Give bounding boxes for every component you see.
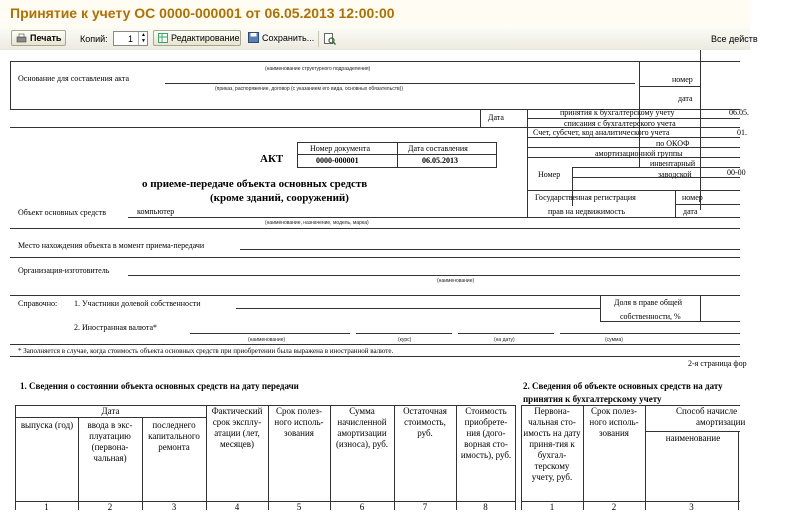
section1-title: 1. Сведения о состоянии объекта основных средств на дату передачи [20,381,299,391]
save-button[interactable] [248,32,314,43]
col-depreciation: Сумма начисленной амортизации (износа), руб. [335,406,389,449]
location-label: Место нахождения объекта в момент приема-передачи [18,241,205,250]
currency-name-line [190,333,350,334]
col-number: 5 [296,502,302,512]
method-header-2: амортизации [696,417,746,427]
akt-heading: АКТ [260,153,284,165]
col-number: 3 [171,502,177,512]
printer-icon [16,33,27,43]
col-useful-life-2: Срок полез-ного исполь-зования [589,406,639,438]
grid-line [639,86,700,87]
grid-line [397,143,398,167]
col-last-repair: последнего капитального ремонта [148,420,200,452]
print-label: Печать [30,33,62,43]
edit-table-icon [158,33,168,43]
object-label: Объект основных средств [18,208,106,217]
doc-date-header: Дата составления [408,144,468,153]
basis-underline [165,83,635,84]
floppy-save-icon [248,32,259,43]
col-release-year: выпуска (год) [20,420,74,430]
grid-line [600,295,601,321]
all-actions-menu[interactable]: Все действ [711,34,758,44]
col-number: 2 [107,502,113,512]
copies-input[interactable] [113,31,148,46]
manufacturer-caption: (наименование) [437,278,475,284]
currency-label: 2. Иностранная валюта* [74,323,158,332]
section2-title-2: принятия к бухгалтерскому учету [523,394,662,404]
grid-line [645,405,646,510]
object-underline [128,217,527,218]
row-okof: по ОКОФ [656,139,690,148]
grid-line [330,405,331,510]
grid-line [645,431,740,432]
col-residual-value: Остаточная стоимость, руб. [403,406,447,438]
grid-line [456,405,457,510]
edit-label: Редактирование [171,33,240,43]
object-caption: (наименование, назначение, модель, марка) [265,220,369,226]
doc-number-header: Номер документа [310,144,371,153]
col-number: 2 [611,502,617,512]
edit-button[interactable] [153,30,241,46]
grid-line [15,417,206,418]
grid-line [515,405,516,510]
grid-line [527,217,740,218]
copies-label: Копий: [80,34,108,44]
grid-line [527,190,740,191]
copies-value: 1 [128,34,134,44]
grid-line [78,417,79,510]
order-caption: (приказ, распоряжение, договор (с указанием его вида, основных обязательств)) [215,86,403,92]
save-label: Сохранить... [262,32,315,43]
method-header-1: Способ начисле [676,406,738,416]
grid-line [521,405,522,510]
grid-line [394,405,395,510]
doc-number: 0000-000001 [316,156,359,165]
col-useful-life: Срок полез-ного исполь-зования [274,406,324,438]
row-inventory: инвентарный [650,159,696,168]
row-account-code: Счет, субсчет, код аналитического учета [533,128,670,137]
struct-caption: (наименование структурного подразделения) [265,66,371,72]
manufacturer-underline [128,275,740,276]
number-word: Номер [538,170,561,179]
grid-line [10,257,740,258]
col-initial-cost: Первона-чальная сто-имость на дату приня-тия к бухгал-терскому учету, руб. [523,406,581,482]
preview-icon[interactable] [324,33,336,45]
col-actual-term: Фактический срок эксплу-атации (лет, месяцев) [211,406,263,449]
grid-line [700,50,701,210]
participants-label: 1. Участники долевой собственности [74,299,201,308]
grid-line [675,204,740,205]
col-number: 1 [44,502,49,512]
row-write-off-date: списания с бухгалтерского учета [564,119,676,128]
grid-line [10,344,740,345]
currency-sum-line [560,333,740,334]
grid-line [675,191,676,217]
currency-caption-sum: (сумма) [605,337,623,343]
col-acquisition-cost: Стоимость приобрете-ния (дого-ворная сто-имость), руб. [460,406,512,460]
currency-caption-date: (на дату) [494,337,515,343]
currency-date-line [458,333,554,334]
currency-rate-line [356,333,452,334]
grid-line [10,356,740,357]
method-name-header: наименование [665,433,721,443]
grid-line [10,61,11,109]
toolbar-separator [318,31,319,47]
toolbar [0,28,758,51]
copies-spinner[interactable]: ▲ ▼ [138,32,148,45]
date-left-label: Дата [488,113,504,122]
share-label-2: собственности, % [620,312,681,321]
col-number: 6 [359,502,365,512]
doc-number-box [297,142,497,168]
doc-date: 06.05.2013 [422,156,458,165]
row-state-reg: Государственная регистрация [535,193,636,202]
grid-line [572,177,740,178]
grid-line [10,295,740,296]
grid-line [738,431,739,510]
grid-line [298,154,496,155]
col-commissioning: ввода в экс-плуатацию (первона-чальная) [87,420,133,463]
grid-line [10,228,740,229]
participants-underline [236,308,600,309]
grid-line [527,109,528,217]
grid-line [700,295,701,321]
row-accept-date: принятия к бухгалтерскому учету [560,108,675,117]
section2-title-1: 2. Сведения об объекте основных средств на дату [523,381,723,391]
reference-label: Справочно: [18,299,58,308]
col-number: 3 [689,502,694,512]
account-value: 01. [737,128,747,137]
grid-line [142,417,143,510]
act-title-2: (кроме зданий, сооружений) [210,192,349,204]
grid-line [600,321,740,322]
print-button[interactable] [11,30,66,46]
col-number: 7 [422,502,428,512]
col-number: 8 [483,502,488,512]
window-title: Принятие к учету ОС 0000-000001 от 06.05.2013 12:00:00 [10,5,395,21]
grid-line [10,61,740,62]
act-title-1: о приеме-передаче объекта основных средств [142,178,368,190]
grid-line [527,147,740,148]
accept-date-value: 06.05. [729,108,749,117]
date-label: дата [678,94,693,103]
manufacturer-label: Организация-изготовитель [18,266,110,275]
document-area [0,50,750,510]
location-underline [240,249,740,250]
footnote: * Заполняется в случае, когда стоимость объекта основных средств при приобретении была выражена в иностранной валюте. [18,347,394,355]
row-property-rights: прав на недвижимость [548,207,626,216]
share-label-1: Доля в праве общей [614,298,682,307]
row-factory: заводской [658,170,692,179]
state-date: дата [683,207,698,216]
currency-caption-name: (наименование) [248,337,286,343]
grid-line [15,405,16,510]
row-amort-group: амортизационной группы [595,149,683,158]
grid-line [480,109,481,127]
date-group-header: Дата [101,406,120,416]
inventory-value: 00-00 [727,168,746,177]
grid-line [527,137,740,138]
currency-caption-rate: (курс) [398,337,412,343]
grid-line [268,405,269,510]
window-titlebar [0,0,750,28]
basis-label: Основание для составления акта [18,74,130,83]
state-number: номер [682,193,703,202]
page2-label: 2-я страница фор [688,359,747,368]
number-label: номер [672,75,693,84]
col-number: 1 [549,502,555,512]
grid-line [583,405,584,510]
object-value: компьютер [137,207,175,216]
col-number: 4 [234,502,240,512]
